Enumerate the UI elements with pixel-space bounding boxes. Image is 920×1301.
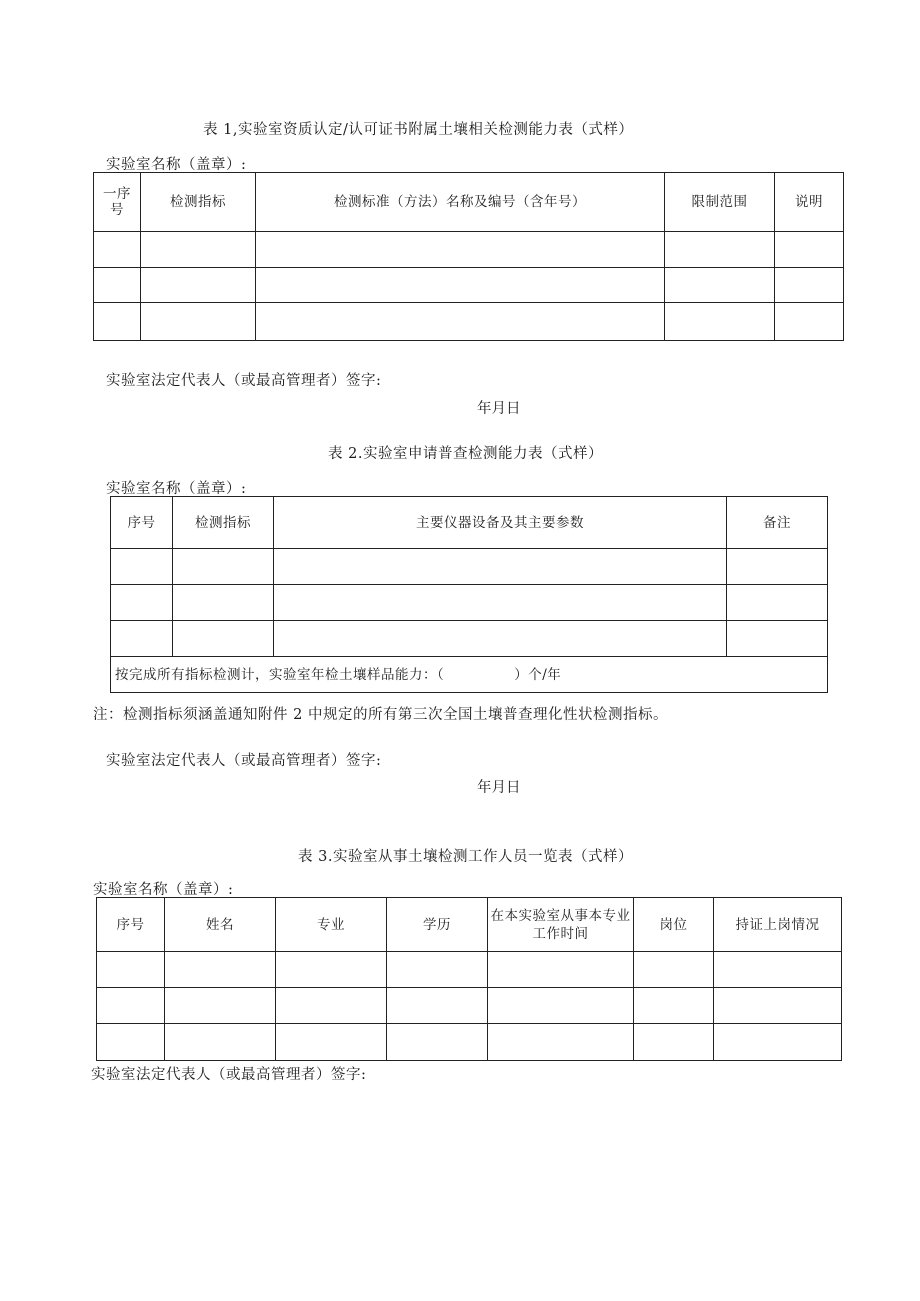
table2-header-indicator: 检测指标 — [173, 497, 274, 549]
table-cell[interactable] — [141, 268, 256, 303]
table-row — [97, 988, 842, 1024]
table-cell[interactable] — [256, 268, 665, 303]
table-cell[interactable] — [775, 232, 844, 268]
table3-lab-name-label: 实验室名称（盖章）: — [93, 882, 234, 898]
table-cell[interactable] — [276, 988, 387, 1024]
table-cell[interactable] — [94, 303, 141, 341]
table-cell[interactable] — [111, 585, 173, 621]
table-cell[interactable] — [727, 621, 828, 657]
table-cell[interactable] — [775, 268, 844, 303]
table-cell[interactable] — [165, 988, 276, 1024]
table-cell[interactable] — [274, 585, 727, 621]
table2-header-row — [111, 497, 828, 549]
table3-header-work-time: 在本实验室从事本专业工作时间 — [488, 898, 634, 952]
table-cell[interactable] — [775, 303, 844, 341]
table3-header-name: 姓名 — [165, 898, 276, 952]
table3 — [96, 897, 842, 1061]
table-cell[interactable] — [634, 952, 714, 988]
table-cell[interactable] — [714, 988, 842, 1024]
table-cell[interactable] — [276, 952, 387, 988]
table-row — [111, 549, 828, 585]
table-cell[interactable] — [665, 232, 775, 268]
table-cell[interactable] — [256, 303, 665, 341]
table-row — [94, 268, 844, 303]
table1 — [93, 172, 844, 341]
table-cell[interactable] — [387, 1024, 488, 1061]
table-cell[interactable] — [111, 621, 173, 657]
table3-header-education: 学历 — [387, 898, 488, 952]
table1-title: 表 1,实验室资质认定/认可证书附属土壤相关检测能力表（式样） — [203, 122, 634, 138]
table-cell[interactable] — [387, 952, 488, 988]
table-cell[interactable] — [727, 585, 828, 621]
table-cell[interactable] — [111, 549, 173, 585]
table3-header-row — [97, 898, 842, 952]
table-row — [111, 621, 828, 657]
table-row — [97, 952, 842, 988]
table-cell[interactable] — [488, 1024, 634, 1061]
table-cell[interactable] — [173, 621, 274, 657]
table-cell[interactable] — [97, 988, 165, 1024]
table1-signature-label: 实验室法定代表人（或最高管理者）签字: — [106, 373, 382, 389]
table-cell[interactable] — [665, 303, 775, 341]
table2-header-equipment: 主要仪器设备及其主要参数 — [274, 497, 727, 549]
table-cell[interactable] — [173, 585, 274, 621]
table2-signature-label: 实验室法定代表人（或最高管理者）签字: — [106, 753, 382, 769]
table-cell[interactable] — [94, 268, 141, 303]
table2-lab-name-label: 实验室名称（盖章）: — [106, 481, 247, 497]
table-row — [94, 232, 844, 268]
table-cell[interactable] — [714, 1024, 842, 1061]
table-cell[interactable] — [94, 232, 141, 268]
table3-header-seq: 序号 — [97, 898, 165, 952]
table2-header-seq: 序号 — [111, 497, 173, 549]
table-cell[interactable] — [276, 1024, 387, 1061]
table2 — [110, 496, 828, 693]
table-cell[interactable] — [714, 952, 842, 988]
table2-title: 表 2.实验室申请普查检测能力表（式样） — [328, 446, 603, 462]
table1-header-limit: 限制范围 — [665, 173, 775, 232]
table-cell[interactable] — [387, 988, 488, 1024]
table1-header-seq: 一序号 — [94, 173, 141, 232]
table2-note: 注：检测指标须涵盖通知附件 2 中规定的所有第三次全国土壤普查理化性状检测指标。 — [93, 707, 668, 723]
table-cell[interactable] — [488, 988, 634, 1024]
table-cell[interactable] — [165, 952, 276, 988]
table-cell[interactable] — [488, 952, 634, 988]
table2-capacity-row — [111, 657, 828, 693]
table-cell[interactable] — [665, 268, 775, 303]
table-cell[interactable] — [727, 549, 828, 585]
table2-header-note: 备注 — [727, 497, 828, 549]
table3-header-position: 岗位 — [634, 898, 714, 952]
table1-header-indicator: 检测指标 — [141, 173, 256, 232]
table-cell[interactable] — [274, 621, 727, 657]
table-cell[interactable] — [97, 1024, 165, 1061]
table3-header-major: 专业 — [276, 898, 387, 952]
table-row — [97, 1024, 842, 1061]
table1-date: 年月日 — [477, 401, 521, 417]
table-cell[interactable] — [634, 988, 714, 1024]
table-cell[interactable] — [173, 549, 274, 585]
table3-title: 表 3.实验室从事土壤检测工作人员一览表（式样） — [298, 849, 633, 865]
table-cell[interactable] — [97, 952, 165, 988]
table1-header-remark: 说明 — [775, 173, 844, 232]
table1-header-row — [94, 173, 844, 232]
table-cell[interactable] — [165, 1024, 276, 1061]
table-row — [94, 303, 844, 341]
table-cell[interactable] — [141, 232, 256, 268]
table-cell[interactable] — [141, 303, 256, 341]
table2-capacity-text[interactable]: 按完成所有指标检测计，实验室年检土壤样品能力：（ ）个/年 — [111, 657, 828, 693]
table-cell[interactable] — [634, 1024, 714, 1061]
table-cell[interactable] — [256, 232, 665, 268]
table1-lab-name-label: 实验室名称（盖章）: — [106, 157, 247, 173]
table1-header-standard: 检测标准（方法）名称及编号（含年号） — [256, 173, 665, 232]
table2-date: 年月日 — [477, 780, 521, 796]
table-cell[interactable] — [274, 549, 727, 585]
table3-signature-label: 实验室法定代表人（或最高管理者）签字: — [91, 1067, 367, 1083]
table3-header-certificate: 持证上岗情况 — [714, 898, 842, 952]
table-row — [111, 585, 828, 621]
